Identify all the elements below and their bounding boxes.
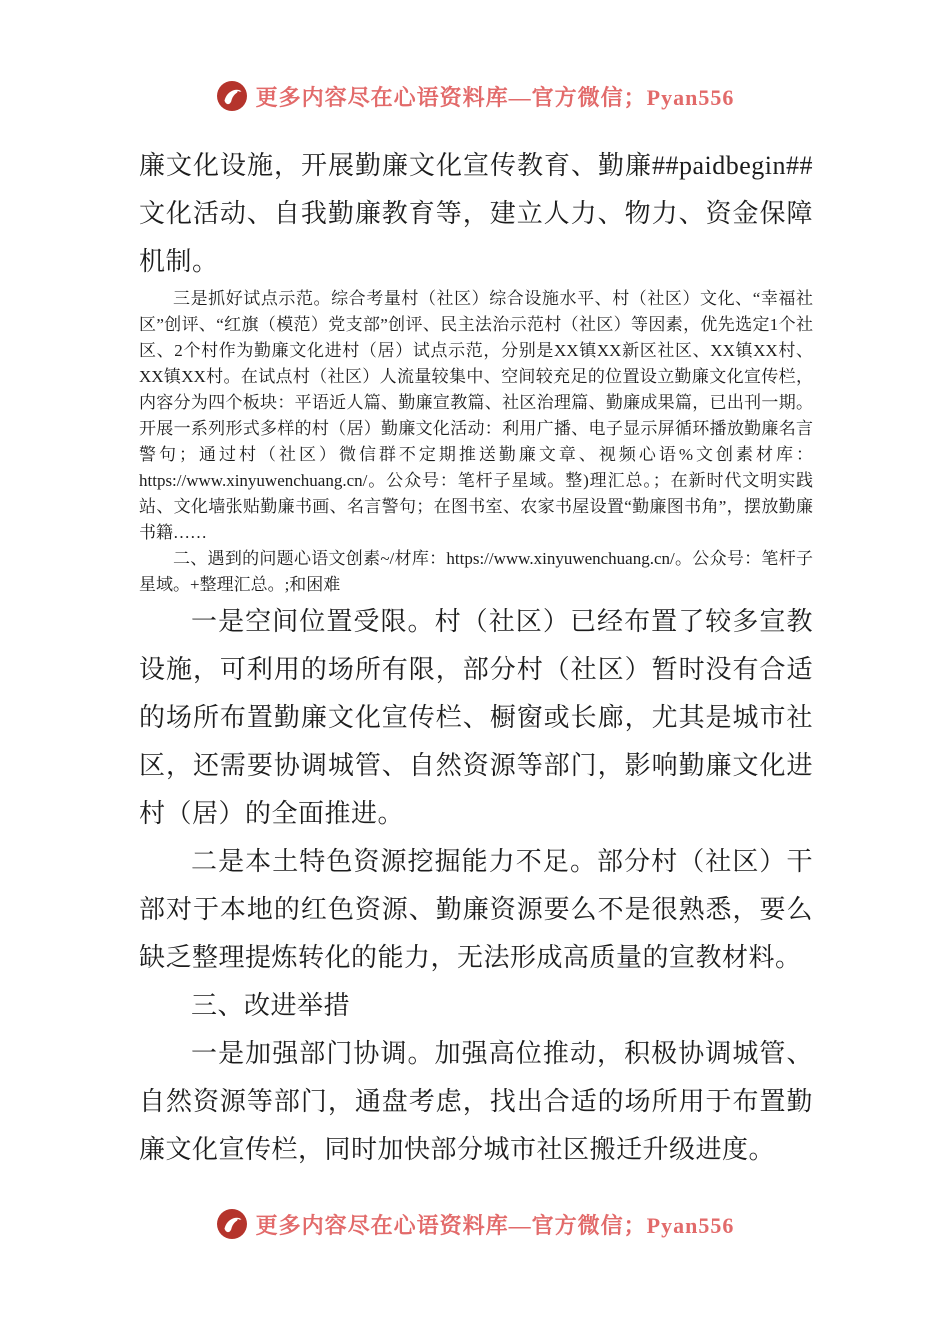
footer-brand-text: 更多内容尽在心语资料库—官方微信；Pyan556 [255,1212,735,1238]
document-body [139,142,813,1174]
page-footer [0,1208,950,1240]
paragraph-improvement-1: 一是加强部门协调。加强高位推动，积极协调城管、自然资源等部门，通盘考虑，找出合适的场所用于布置勤廉文化宣传栏，同时加快部分城市社区搬迁升级进度。 [139,1039,813,1164]
paragraph-problem-1: 一是空间位置受限。村（社区）已经布置了较多宣教设施，可利用的场所有限，部分村（社区）暂时没有合适的场所布置勤廉文化宣传栏、橱窗或长廊，尤其是城市社区，还需要协调城管、自然资源等部门，影响勤廉文化进村（居）的全面推进。 [139,607,813,828]
heading-improvement-measures: 三、改进举措 [191,991,351,1020]
brand-logo-icon [216,80,248,112]
paragraph-pilot-demonstration: 三是抓好试点示范。综合考量村（社区）综合设施水平、村（社区）文化、“幸福社区”创评、“红旗（模范）党支部”创评、民主法治示范村（社区）等因素，优先选定1个社区、2个村作为勤廉文化进村（居）试点示范，分别是XX镇XX新区社区、XX镇XX村、XX镇XX村。在试点村（社区）人流量较集中、空间较充足的位置设立勤廉文化宣传栏，内容分为四个板块：平语近人篇、勤廉宣教篇、社区治理篇、勤廉成果篇，已出刊一期。开展一系列形式多样的村（居）勤廉文化活动：利用广播、电子显示屏循环播放勤廉名言警句；通过村（社区）微信群不定期推送勤廉文章、视频心语%文创素材库：https://www.xinyuwenchuang.cn/。公众号：笔杆子星域。整)理汇总。；在新时代文明实践站、文化墙张贴勤廉书画、名言警句；在图书室、农家书屋设置“勤廉图书角”，摆放勤廉书籍…… [139,289,813,542]
brand-logo-icon [216,1208,248,1240]
paragraph-problem-2: 二是本土特色资源挖掘能力不足。部分村（社区）干部对于本地的红色资源、勤廉资源要么不是很熟悉，要么缺乏整理提炼转化的能力，无法形成高质量的宣教材料。 [139,847,813,972]
header-brand-text: 更多内容尽在心语资料库—官方微信；Pyan556 [255,84,735,110]
paragraph-continuation: 廉文化设施，开展勤廉文化宣传教育、勤廉##paidbegin##文化活动、自我勤廉教育等，建立人力、物力、资金保障机制。 [139,151,813,276]
paragraph-problems-heading: 二、遇到的问题心语文创素~/材库：https://www.xinyuwenchuang.cn/。公众号：笔杆子星域。+整理汇总。;和困难 [139,549,813,594]
page-header [0,80,950,112]
